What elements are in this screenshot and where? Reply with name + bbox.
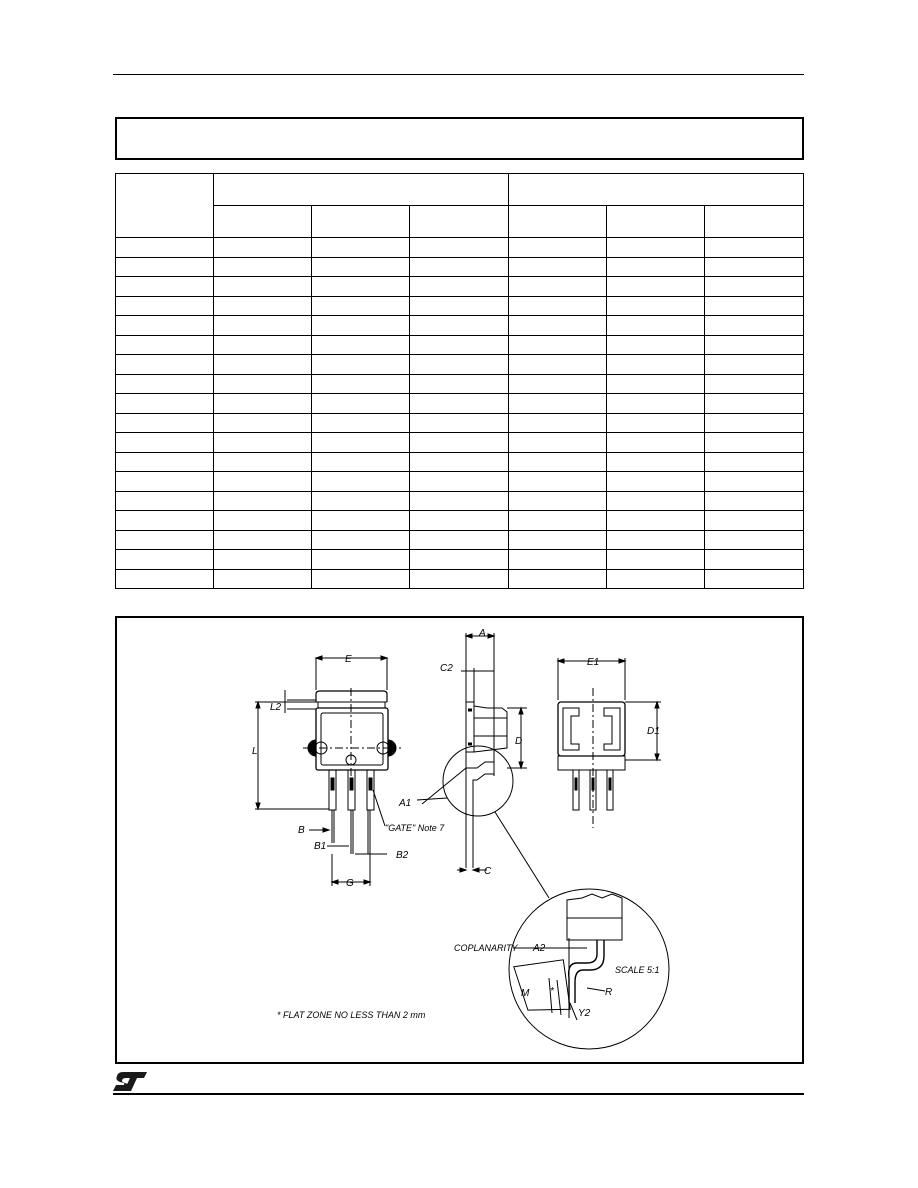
table-subheader-row [116, 206, 804, 238]
table-cell [312, 433, 410, 453]
table-cell [606, 374, 704, 394]
label-D: D [515, 736, 523, 747]
table-cell [606, 452, 704, 472]
table-cell [214, 335, 312, 355]
st-logo [113, 1070, 149, 1092]
table-cell [214, 433, 312, 453]
table-cell [410, 472, 508, 492]
rear-view [558, 658, 661, 828]
table-cell [312, 530, 410, 550]
table-cell [508, 316, 606, 336]
table-cell [410, 277, 508, 297]
table-cell [606, 491, 704, 511]
table-cell [116, 374, 214, 394]
table-row [116, 394, 804, 414]
table-header-row [116, 174, 804, 206]
package-outline-drawing [117, 618, 802, 1062]
table-cell [704, 238, 803, 258]
table-cell [312, 394, 410, 414]
table-cell [704, 491, 803, 511]
table-cell [214, 413, 312, 433]
table-row [116, 257, 804, 277]
table-cell [606, 296, 704, 316]
table-row [116, 511, 804, 531]
mm-min-cell [214, 206, 312, 238]
table-cell [704, 569, 803, 589]
table-cell [116, 511, 214, 531]
label-M: M [521, 988, 530, 999]
table-cell [704, 296, 803, 316]
table-cell [312, 257, 410, 277]
table-cell [214, 277, 312, 297]
table-cell [508, 452, 606, 472]
table-cell [312, 569, 410, 589]
table-cell [410, 355, 508, 375]
table-cell [508, 296, 606, 316]
table-cell [410, 550, 508, 570]
table-cell [704, 413, 803, 433]
table-cell [410, 530, 508, 550]
table-cell [214, 569, 312, 589]
table-row [116, 472, 804, 492]
table-cell [606, 257, 704, 277]
table-cell [508, 257, 606, 277]
inch-typ-cell [606, 206, 704, 238]
table-row [116, 335, 804, 355]
table-cell [508, 511, 606, 531]
table-cell [508, 550, 606, 570]
label-Y2: Y2 [578, 1008, 591, 1019]
table-cell [116, 491, 214, 511]
label-R: R [605, 987, 613, 998]
table-cell [704, 530, 803, 550]
table-cell [508, 472, 606, 492]
table-cell [214, 257, 312, 277]
table-cell [214, 511, 312, 531]
table-row [116, 433, 804, 453]
table-cell [508, 238, 606, 258]
table-cell [704, 257, 803, 277]
footer-rule [113, 1093, 804, 1095]
table-cell [606, 413, 704, 433]
table-cell [312, 277, 410, 297]
table-cell [606, 316, 704, 336]
table-cell [606, 238, 704, 258]
table-cell [410, 491, 508, 511]
table-cell [116, 277, 214, 297]
table-cell [214, 394, 312, 414]
table-cell [116, 316, 214, 336]
table-cell [312, 511, 410, 531]
mechanical-data-table [115, 173, 804, 589]
table-cell [312, 316, 410, 336]
table-cell [116, 433, 214, 453]
mm-header-cell [214, 174, 508, 206]
table-cell [704, 452, 803, 472]
table-cell [410, 413, 508, 433]
table-cell [312, 335, 410, 355]
table-cell [508, 530, 606, 550]
table-cell [312, 472, 410, 492]
table-row [116, 530, 804, 550]
table-cell [410, 238, 508, 258]
table-row [116, 569, 804, 589]
table-cell [606, 355, 704, 375]
flat-zone-note: * FLAT ZONE NO LESS THAN 2 mm [277, 1010, 426, 1020]
table-cell [410, 569, 508, 589]
table-cell [704, 511, 803, 531]
table-cell [116, 296, 214, 316]
table-cell [214, 452, 312, 472]
table-cell [606, 472, 704, 492]
package-drawing-box [115, 616, 804, 1064]
table-cell [312, 413, 410, 433]
table-cell [606, 277, 704, 297]
table-cell [312, 296, 410, 316]
table-cell [116, 452, 214, 472]
table-cell [116, 550, 214, 570]
table-cell [410, 316, 508, 336]
table-cell [606, 335, 704, 355]
table-cell [214, 238, 312, 258]
table-cell [410, 335, 508, 355]
table-row [116, 374, 804, 394]
table-row [116, 238, 804, 258]
table-cell [116, 335, 214, 355]
label-L2: L2 [270, 702, 282, 713]
table-cell [704, 316, 803, 336]
label-C2: C2 [440, 663, 453, 674]
table-cell [116, 413, 214, 433]
table-cell [214, 374, 312, 394]
table-cell [606, 550, 704, 570]
table-cell [116, 394, 214, 414]
table-cell [704, 335, 803, 355]
label-B1: B1 [314, 841, 327, 852]
label-E: E [345, 654, 352, 665]
table-cell [606, 394, 704, 414]
table-cell [410, 296, 508, 316]
table-cell [410, 257, 508, 277]
table-row [116, 491, 804, 511]
label-star: * [550, 986, 554, 997]
table-cell [704, 433, 803, 453]
table-row [116, 413, 804, 433]
inch-min-cell [508, 206, 606, 238]
table-cell [508, 355, 606, 375]
scale-label: SCALE 5:1 [615, 965, 660, 975]
table-cell [312, 355, 410, 375]
table-row [116, 452, 804, 472]
table-cell [312, 550, 410, 570]
table-cell [508, 277, 606, 297]
table-row [116, 550, 804, 570]
table-cell [508, 491, 606, 511]
table-cell [704, 472, 803, 492]
table-cell [214, 472, 312, 492]
table-cell [410, 374, 508, 394]
inch-max-cell [704, 206, 803, 238]
table-cell [508, 374, 606, 394]
label-D1: D1 [647, 726, 660, 737]
table-cell [214, 491, 312, 511]
table-cell [116, 355, 214, 375]
table-cell [606, 433, 704, 453]
label-A2: A2 [533, 943, 546, 954]
table-cell [116, 472, 214, 492]
table-cell [704, 550, 803, 570]
table-cell [214, 316, 312, 336]
label-L: L [252, 746, 258, 757]
table-cell [214, 355, 312, 375]
gate-note: "GATE" Note 7 [385, 823, 445, 833]
table-cell [410, 511, 508, 531]
table-cell [508, 394, 606, 414]
table-cell [410, 394, 508, 414]
table-cell [214, 550, 312, 570]
table-cell [508, 335, 606, 355]
label-B: B [298, 825, 305, 836]
inch-header-cell [508, 174, 803, 206]
label-C: C [484, 866, 492, 877]
mm-max-cell [410, 206, 508, 238]
table-row [116, 355, 804, 375]
table-cell [312, 452, 410, 472]
table-row [116, 296, 804, 316]
table-row [116, 277, 804, 297]
table-cell [116, 238, 214, 258]
table-cell [410, 433, 508, 453]
table-cell [508, 569, 606, 589]
front-view [255, 656, 401, 886]
table-cell [116, 257, 214, 277]
table-cell [704, 355, 803, 375]
label-G: G [346, 878, 354, 889]
table-cell [508, 433, 606, 453]
header-rule [113, 74, 804, 75]
dim-header-cell [116, 174, 214, 238]
mm-typ-cell [312, 206, 410, 238]
table-cell [704, 277, 803, 297]
label-A: A [479, 628, 486, 639]
table-row [116, 316, 804, 336]
coplanarity-label: COPLANARITY [454, 943, 518, 953]
table-cell [214, 530, 312, 550]
table-cell [606, 530, 704, 550]
table-cell [606, 511, 704, 531]
table-cell [312, 238, 410, 258]
label-E1: E1 [587, 657, 600, 668]
label-A1: A1 [399, 798, 412, 809]
table-cell [704, 394, 803, 414]
table-cell [606, 569, 704, 589]
label-B2: B2 [396, 850, 409, 861]
table-cell [116, 530, 214, 550]
table-cell [312, 374, 410, 394]
table-cell [312, 491, 410, 511]
side-view [417, 633, 549, 898]
table-cell [508, 413, 606, 433]
package-title-box [115, 117, 804, 160]
table-cell [214, 296, 312, 316]
table-cell [704, 374, 803, 394]
table-cell [116, 569, 214, 589]
table-cell [410, 452, 508, 472]
